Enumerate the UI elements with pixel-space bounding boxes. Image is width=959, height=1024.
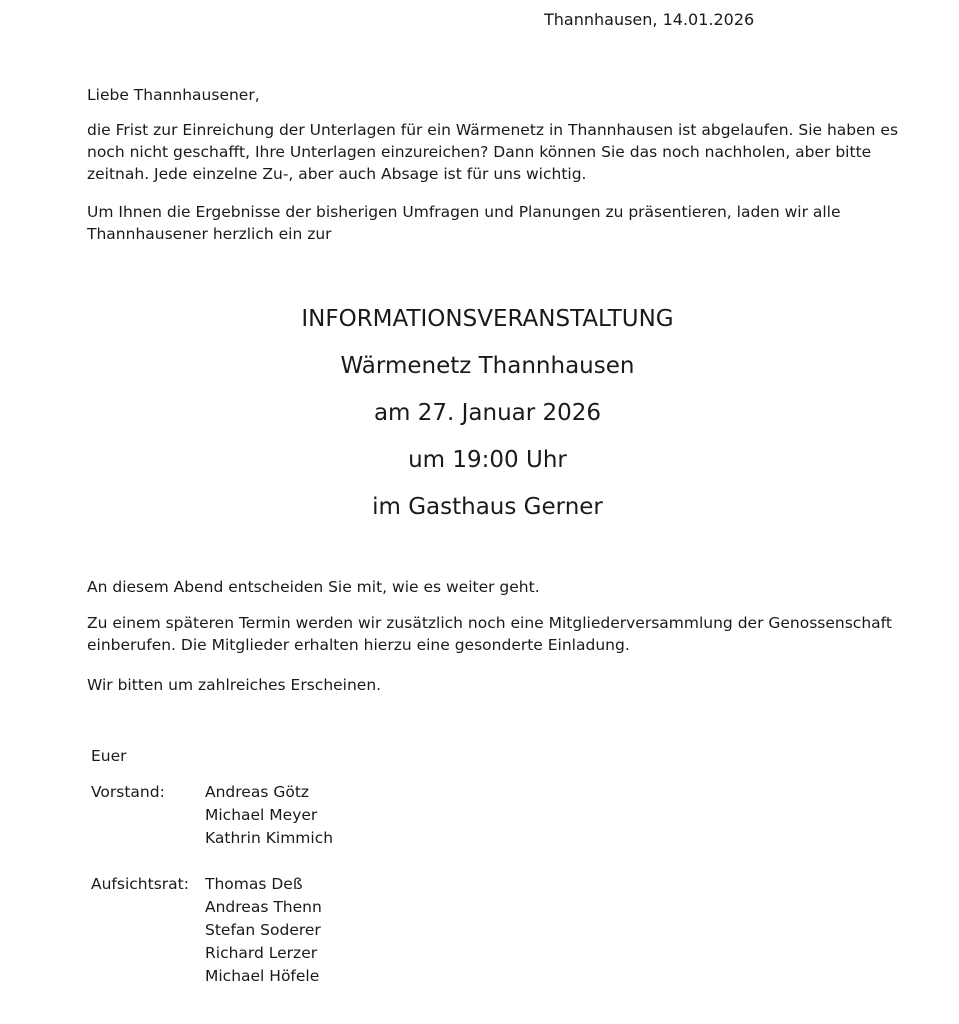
paragraph-request: Wir bitten um zahlreiches Erscheinen.	[87, 676, 382, 694]
supervisory-members	[205, 873, 322, 988]
board-member: Kathrin Kimmich	[205, 829, 334, 847]
event-title: INFORMATIONSVERANSTALTUNG	[301, 306, 674, 332]
supervisory-member: Thomas Deß	[205, 875, 303, 893]
supervisory-member: Richard Lerzer	[205, 944, 318, 962]
supervisory-member: Andreas Thenn	[205, 898, 322, 916]
paragraph-decision: An diesem Abend entscheiden Sie mit, wie es weiter geht.	[87, 578, 540, 596]
supervisory-member: Stefan Soderer	[205, 921, 321, 939]
board-member: Andreas Götz	[205, 783, 310, 801]
event-date: am 27. Januar 2026	[373, 400, 602, 426]
signature-block	[91, 745, 333, 1011]
greeting: Liebe Thannhausener,	[87, 86, 260, 104]
event-time: um 19:00 Uhr	[408, 447, 567, 473]
place-date: Thannhausen, 14.01.2026	[544, 10, 755, 29]
paragraph-assembly: Zu einem späteren Termin werden wir zusätzlich noch eine Mitgliederversammlung der Genossenschaft einberufen. Die Mitglieder erhalten hierzu eine gesonderte Einladung.	[87, 614, 892, 654]
paragraph-invitation: Um Ihnen die Ergebnisse der bisherigen Umfragen und Planungen zu präsentieren, laden wir alle Thannhausener herzlich ein zur	[87, 203, 841, 243]
supervisory-group	[91, 873, 333, 988]
supervisory-member: Michael Höfele	[205, 967, 320, 985]
board-group	[91, 781, 333, 850]
closing: Euer	[91, 747, 127, 765]
event-announcement	[0, 296, 959, 531]
event-subject: Wärmenetz Thannhausen	[340, 353, 635, 379]
board-members	[205, 781, 333, 850]
board-label: Vorstand:	[91, 783, 165, 801]
supervisory-label: Aufsichtsrat:	[91, 875, 189, 893]
paragraph-deadline: die Frist zur Einreichung der Unterlagen für ein Wärmenetz in Thannhausen ist abgelaufen. Sie haben es noch nicht geschafft, Ihre Unterlagen einzureichen? Dann können Sie das noch nachholen, aber bitte zeitnah. Jede einzelne Zu-, aber auch Absage ist für uns wichtig.	[87, 121, 899, 183]
board-member: Michael Meyer	[205, 806, 318, 824]
event-location: im Gasthaus Gerner	[372, 494, 603, 520]
